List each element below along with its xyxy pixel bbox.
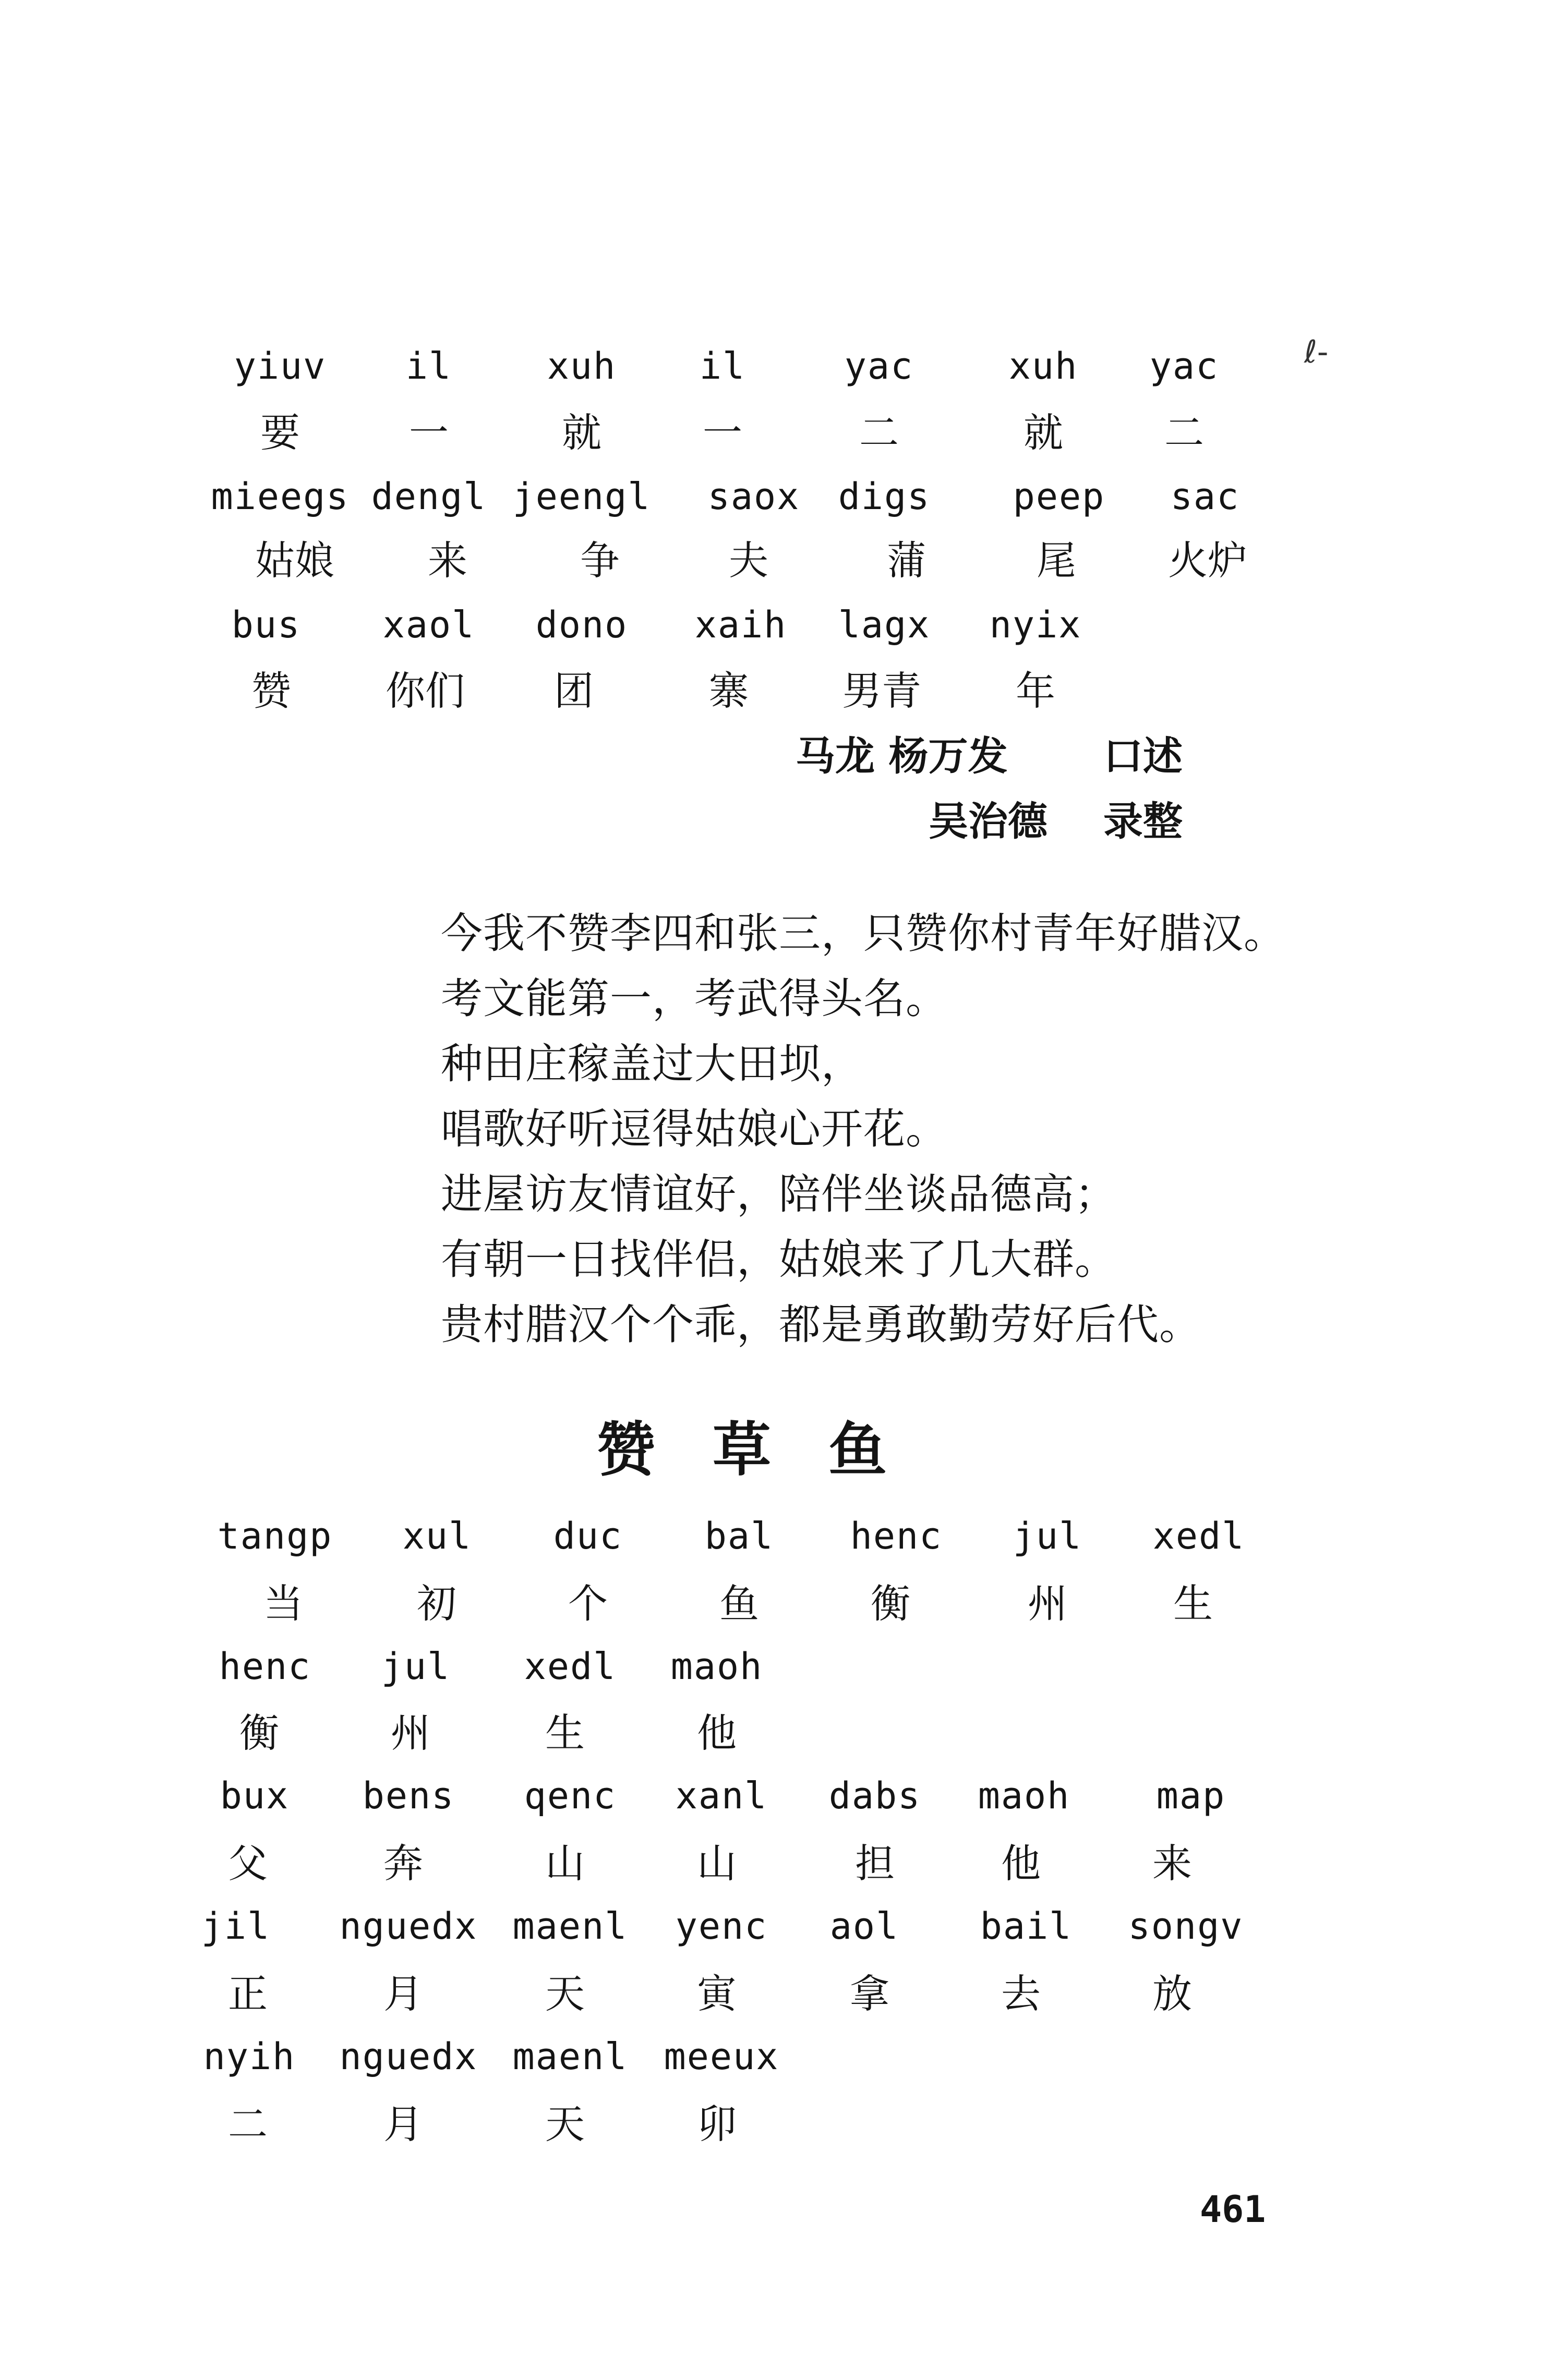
romanized-word: sac <box>1170 475 1240 518</box>
hanzi-gloss: 蒲 <box>887 537 926 584</box>
credit-recorder: 吴治德 <box>929 798 1048 844</box>
hanzi-gloss: 山 <box>697 1840 737 1887</box>
hanzi-gloss: 一 <box>409 409 449 456</box>
verse-line: 有朝一日找伴侣，姑娘来了几大群。 <box>441 1235 1117 1284</box>
hanzi-gloss: 父 <box>228 1840 268 1887</box>
hanzi-gloss: 要 <box>260 409 300 456</box>
romanized-word: jul <box>381 1645 451 1688</box>
romanized-word: dabs <box>828 1774 921 1817</box>
hanzi-gloss: 衡 <box>239 1710 279 1756</box>
page-number: 461 <box>1200 2188 1266 2231</box>
hanzi-gloss: 拿 <box>850 1971 889 2017</box>
interlinear-row <box>0 470 1541 538</box>
hanzi-gloss: 二 <box>228 2101 268 2147</box>
verse-line: 唱歌好听逗得姑娘心开花。 <box>441 1105 948 1153</box>
hanzi-gloss: 去 <box>1001 1971 1041 2017</box>
interlinear-row <box>0 1900 1541 1968</box>
romanized-word: xedl <box>524 1645 617 1688</box>
interlinear-row <box>0 1965 1541 2033</box>
hanzi-gloss: 州 <box>1028 1580 1067 1627</box>
hanzi-gloss: 天 <box>545 2101 585 2147</box>
romanized-word: yac <box>1149 345 1219 388</box>
hanzi-gloss: 生 <box>545 1710 585 1756</box>
romanized-word: lagx <box>838 603 931 646</box>
romanized-word: digs <box>838 475 931 518</box>
hanzi-gloss: 来 <box>1152 1840 1192 1887</box>
hanzi-gloss: 当 <box>263 1580 303 1627</box>
hanzi-gloss: 卯 <box>697 2101 737 2147</box>
interlinear-row <box>0 1510 1541 1578</box>
hanzi-gloss: 他 <box>697 1710 737 1756</box>
romanized-word: dono <box>535 603 628 646</box>
hanzi-gloss: 奔 <box>383 1840 423 1887</box>
romanized-word: il <box>405 345 452 388</box>
hanzi-gloss: 男青 <box>842 668 921 714</box>
interlinear-row <box>0 1770 1541 1838</box>
hanzi-gloss: 来 <box>428 537 467 584</box>
credit-role-recorded: 录整 <box>1103 798 1183 844</box>
hanzi-gloss: 就 <box>562 409 601 456</box>
verse-line: 进屋访友情谊好，陪伴坐谈品德高； <box>441 1170 1117 1218</box>
hanzi-gloss: 担 <box>855 1840 895 1887</box>
romanized-word: il <box>699 345 746 388</box>
margin-mark: ℓ- <box>1304 334 1329 370</box>
romanized-word: henc <box>219 1645 311 1688</box>
interlinear-row <box>0 532 1541 600</box>
interlinear-row <box>0 340 1541 408</box>
song-title: 赞草鱼 <box>597 1416 944 1484</box>
hanzi-gloss: 你们 <box>386 668 465 714</box>
hanzi-gloss: 火炉 <box>1168 537 1247 584</box>
romanized-word: yiuv <box>234 345 327 388</box>
hanzi-gloss: 就 <box>1024 409 1063 456</box>
romanized-word: bus <box>231 603 301 646</box>
romanized-word: maoh <box>978 1774 1070 1817</box>
romanized-word: dengl <box>371 475 487 518</box>
interlinear-row <box>0 599 1541 667</box>
romanized-word: duc <box>553 1515 623 1557</box>
hanzi-gloss: 尾 <box>1037 537 1076 584</box>
romanized-word: xuh <box>1008 345 1078 388</box>
romanized-word: qenc <box>524 1774 617 1817</box>
hanzi-gloss: 一 <box>703 409 742 456</box>
romanized-word: songv <box>1128 1905 1244 1948</box>
romanized-word: saox <box>707 475 800 518</box>
romanized-word: bail <box>980 1905 1073 1948</box>
romanized-word: henc <box>850 1515 943 1557</box>
romanized-word: peep <box>1013 475 1105 518</box>
hanzi-gloss: 二 <box>1164 409 1204 456</box>
hanzi-gloss: 生 <box>1173 1580 1213 1627</box>
hanzi-gloss: 年 <box>1016 668 1055 714</box>
hanzi-gloss: 团 <box>554 668 594 714</box>
romanized-word: yenc <box>675 1905 768 1948</box>
hanzi-gloss: 月 <box>383 1971 423 2017</box>
interlinear-row <box>0 404 1541 472</box>
romanized-word: xaol <box>382 603 475 646</box>
hanzi-gloss: 山 <box>545 1840 585 1887</box>
interlinear-row <box>0 1705 1541 1772</box>
credit-role-narrated: 口述 <box>1103 733 1183 779</box>
hanzi-gloss: 赞 <box>251 668 291 714</box>
romanized-word: jeengl <box>512 475 651 518</box>
verse-line: 贵村腊汉个个乖，都是勇敢勤劳好后代。 <box>441 1300 1201 1349</box>
romanized-word: jul <box>1013 1515 1082 1557</box>
romanized-word: nguedx <box>339 2035 478 2078</box>
romanized-word: aol <box>829 1905 899 1948</box>
romanized-word: nyix <box>989 603 1082 646</box>
romanized-word: xaih <box>694 603 787 646</box>
hanzi-gloss: 个 <box>568 1580 608 1627</box>
hanzi-gloss: 月 <box>383 2101 423 2147</box>
verse-line: 今我不赞李四和张三，只赞你村青年好腊汉。 <box>441 909 1286 958</box>
romanized-word: bal <box>704 1515 774 1557</box>
romanized-word: xanl <box>675 1774 768 1817</box>
interlinear-row <box>0 662 1541 730</box>
hanzi-gloss: 二 <box>859 409 899 456</box>
romanized-word: xul <box>402 1515 472 1557</box>
verse-line: 考文能第一，考武得头名。 <box>441 974 948 1023</box>
hanzi-gloss: 正 <box>228 1971 268 2017</box>
interlinear-row <box>0 2096 1541 2164</box>
interlinear-row <box>0 1575 1541 1643</box>
romanized-word: map <box>1156 1774 1226 1817</box>
interlinear-row <box>0 1640 1541 1708</box>
romanized-word: mieegs <box>211 475 350 518</box>
romanized-word: nguedx <box>339 1905 478 1948</box>
hanzi-gloss: 夫 <box>729 537 768 584</box>
hanzi-gloss: 他 <box>1001 1840 1041 1887</box>
romanized-word: bux <box>220 1774 290 1817</box>
romanized-word: nyih <box>203 2035 296 2078</box>
romanized-word: bens <box>362 1774 455 1817</box>
hanzi-gloss: 天 <box>545 1971 585 2017</box>
romanized-word: maenl <box>512 2035 628 2078</box>
hanzi-gloss: 寨 <box>709 668 749 714</box>
romanized-word: xedl <box>1152 1515 1245 1557</box>
credit-narrators: 马龙 杨万发 <box>796 733 1008 779</box>
romanized-word: meeux <box>664 2035 779 2078</box>
hanzi-gloss: 衡 <box>871 1580 910 1627</box>
hanzi-gloss: 鱼 <box>719 1580 759 1627</box>
romanized-word: maoh <box>670 1645 763 1688</box>
hanzi-gloss: 寅 <box>697 1971 737 2017</box>
interlinear-row <box>0 1835 1541 1903</box>
romanized-word: maenl <box>512 1905 628 1948</box>
hanzi-gloss: 初 <box>417 1580 456 1627</box>
hanzi-gloss: 州 <box>391 1710 430 1756</box>
romanized-word: jil <box>201 1905 271 1948</box>
romanized-word: xuh <box>547 345 617 388</box>
interlinear-row <box>0 2031 1541 2098</box>
verse-line: 种田庄稼盖过大田坝， <box>441 1040 863 1088</box>
hanzi-gloss: 争 <box>580 537 620 584</box>
hanzi-gloss: 姑娘 <box>255 537 334 584</box>
romanized-word: yac <box>844 345 914 388</box>
hanzi-gloss: 放 <box>1152 1971 1192 2017</box>
romanized-word: tangp <box>217 1515 333 1557</box>
